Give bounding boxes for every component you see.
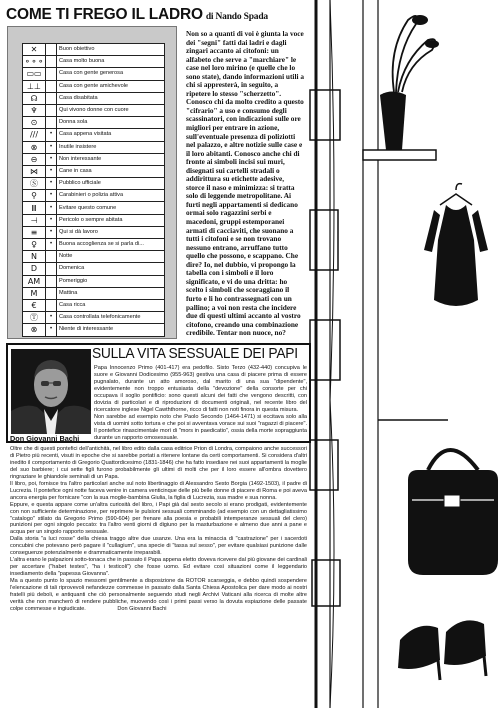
author-signature: Don Giovanni Bachi [117, 605, 167, 612]
symbol-label: Qui vivono donne con cuore [57, 104, 165, 116]
symbol-dot [46, 68, 57, 80]
symbol-glyph: ⚲ [23, 190, 46, 202]
symbol-glyph: /// [23, 129, 46, 141]
symbol-glyph: ☊ [23, 92, 46, 104]
symbol-row [23, 80, 165, 92]
symbol-glyph: Ⓣ [23, 312, 46, 324]
article-paragraph: Papa Innocenzo Primo (401-417) era pedofilo. Sisto Terzo (432-440) concupiva le suore e Giovanni Dodicesimo (955-963) gestiva una casa di piacere prima di essere pugnalato, durante un atto amoroso, dal marito di una sua "dipendente", evidentemente non troppo entusiasta della "devozione" della consorte per chi occupava il soglio pontificio: sono questi alcuni dei fatti che vengono descritti, con dovizia di particolari e di riproduzioni di documenti originali, nel recente libro del ricercatore inglese Nigel Cawththorne, ricco di fatti non noti finora in questa misura. [94, 365, 307, 413]
symbol-row [23, 312, 165, 324]
symbol-label: Domenica [57, 263, 165, 275]
symbol-row [23, 324, 165, 336]
symbol-label: Casa con gente amichevole [57, 80, 165, 92]
symbol-dot: • [46, 312, 57, 324]
symbol-glyph: D [23, 263, 46, 275]
symbol-dot [46, 104, 57, 116]
symbol-glyph: ⋈ [23, 165, 46, 177]
symbol-dot: • [46, 324, 57, 336]
symbol-label: Casa disabitata [57, 92, 165, 104]
symbol-dot [46, 44, 57, 56]
symbol-glyph: ♆ [23, 104, 46, 116]
symbols-panel [7, 26, 177, 339]
symbol-dot: • [46, 214, 57, 226]
symbol-glyph: ⚬⚬⚬ [23, 57, 45, 67]
symbol-dot: • [46, 165, 57, 177]
symbol-dot [46, 117, 57, 129]
symbol-label: Casa molto buona [57, 56, 165, 68]
photo-caption: Don Giovanni Bachi [10, 434, 80, 443]
article-paragraph [10, 578, 307, 613]
symbol-dot: • [46, 178, 57, 190]
article-paragraph: Oltre che di questi pontefici dell'antichità, nel libro edito dalla casa editrice Prion di Londra, compaiono anche successori di Pietro più recenti, visuti in epoche che si sarebbe portati a ritenere lontane da certi comportamenti. Si considera d'altri inedito il comportamento di Gregorio Quattordicesimo (1831-1846) che ha fatto insediare nei suoi appartamenti la moglie del suo barbiere; i cui sette figli furono probabilmente gli ultimi di molti che per il loro essere all'ombra dovettero ringraziare le ghiandole seminali di un Papa. [10, 446, 307, 480]
article-column-bottom [10, 446, 307, 613]
symbol-dot: • [46, 153, 57, 165]
symbol-row [23, 202, 165, 214]
symbol-glyph: Ⓢ [23, 178, 46, 190]
symbol-row [23, 263, 165, 275]
symbol-row [23, 275, 165, 287]
symbol-glyph: ♀ [23, 239, 46, 251]
symbol-row [23, 251, 165, 263]
symbol-glyph: ⊖ [23, 153, 46, 165]
article-paragraph-text: Ma a questo punto lo spazio messomi gentilmente a disposizione da ROTOR scarseggia, e debbo quindi sospendere l'elencazione di tali riprovevoli nefandezze commesse in passato dalla Santa Chiesa Apostolica per dare modo ai nostri fratelli più deboli, e antiquanti che ciò personalmente seguendo studi negli Archivi Vaticani alla ricerca di molte altre verità che non mancherò di rendere pubbliche, muovendo così i primi passi verso la dovuta espiazione delle passate colpe commesse e ingiudicate. [10, 578, 307, 612]
symbol-row [23, 56, 165, 68]
symbol-dot [46, 251, 57, 263]
symbol-label: Notte [57, 251, 165, 263]
symbol-row [23, 287, 165, 299]
symbol-dot [46, 299, 57, 311]
author-photo [11, 349, 91, 434]
symbol-label: Inutile insistere [57, 141, 165, 153]
symbol-label: Buon obiettivo [57, 44, 165, 56]
symbol-dot [46, 92, 57, 104]
symbol-glyph: ⊙ [23, 117, 46, 129]
symbol-row [23, 165, 165, 177]
decorative-illustration [308, 0, 500, 708]
symbol-dot [46, 287, 57, 299]
symbol-row [23, 44, 165, 56]
symbol-dot: • [46, 226, 57, 238]
symbol-label: Cane in casa [57, 165, 165, 177]
symbol-row [23, 117, 165, 129]
symbol-label: Pericolo o sempre abitata [57, 214, 165, 226]
symbol-glyph: ⊥⊥ [23, 80, 46, 92]
symbol-label: Carabinieri o polizia attiva [57, 190, 165, 202]
byline: di Nando Spada [205, 12, 268, 22]
title-text: COME TI FREGO IL LADRO [6, 6, 203, 23]
symbol-row [23, 141, 165, 153]
symbol-row [23, 299, 165, 311]
symbol-glyph: ▭▭ [23, 68, 46, 80]
symbol-dot: • [46, 141, 57, 153]
symbol-glyph: ⊗ [23, 324, 46, 336]
symbol-glyph: N [23, 251, 46, 263]
symbol-row [23, 178, 165, 190]
symbol-glyph: € [23, 299, 46, 311]
article-paragraph: Non sarebbe ad esempio noto che Paolo Secondo (1464-1471) si eccitava solo alla vista di uomini sotto tortura e che poi si avventava vorace sui suoi "ragazzi di piacere". Il pontefice rinascimentale morì di "mors in paedicatio", ossia della morte sopraggiunta durante un rapporto omosessuale. [94, 413, 307, 441]
symbol-row [23, 226, 165, 238]
symbol-label: Qui si dà lavoro [57, 226, 165, 238]
symbol-label: Evitare questo comune [57, 202, 165, 214]
symbol-label: Buona accoglienza se si parla di... [57, 239, 165, 251]
symbol-row [23, 104, 165, 116]
symbol-label: Casa controllata telefonicamente [57, 312, 165, 324]
article-title: SULLA VITA SESSUALE DEI PAPI [92, 345, 298, 362]
symbol-row [23, 239, 165, 251]
symbol-dot [46, 275, 57, 287]
symbol-row [23, 92, 165, 104]
intro-column: Non so a quanti di voi è giunta la voce dei "segni" fatti dai ladri e dagli zingari accanto ai citofoni: un alfabeto che serve a "marchiare" le case nel loro mirino (e quelle che lo sono state), dando informazioni utili a chi si appresterà, in seguito, a ripetere lo stesso "scherzetto". Conosco chi da molto credito a questo "cifrario" a uso e consumo degli scassinatori, con indicazioni sulle ore migliori per entrare in azione, sull'eventuale presenza di poliziotti nel palazzo, e altre notizie sulle case e il loro abitanti. Conosco anche chi di fronte ai simboli incisi sui muri, disegnati sui cartelli stradali o addirittura su etichette adesive, storce il naso e minimizza: si tratta solo di leggende metropolitane. Ai furti negli appartamenti si dedicano ormai solo ragazzini serbi e macedoni, gruppi estemporanei armati di cacciaviti, che suonano a tutti i citofoni e se non trovano nessuno entrano, arruffano tutto quello che possono, e scappano. Che dire? Io, nel dubbio, vi propongo la tabella con i simboli e il loro significato, e vi do una dritta: ho scelto i simboli che scoraggiano il furto e li ho contrassegnati con un pallino; a voi non resta che incidere due di questi ultimi accanto al vostro citofono, creando una combinazione credibile. Tentar non nuoce, no? [186, 29, 304, 338]
symbol-label: Niente di interessante [57, 324, 165, 336]
symbol-label: Pubblico ufficiale [57, 178, 165, 190]
symbol-glyph: M [23, 287, 46, 299]
symbol-dot: • [46, 190, 57, 202]
article-paragraph: Eppure, e questa appare come un'altra curiosità del libro, i Papi già dal sesto secolo si erano prodigati, evidentemente con non sufficiente determinazione, per reprimere le pulsioni sessuali comminando (ad esempio con un dettagliatissimo "catalogo" stilato da Gregorio Primo (590-604) per frenare alla poesia e probabili intemperanze sessuali del clero) punizioni per ogni singolo peccato: tra l'altro venti giorni di digiuno per la masturbazione e almeno due anni a pane e acqua per un singolo rapporto sessuale. [10, 501, 307, 536]
symbol-glyph: AM [23, 275, 46, 287]
symbol-label: Donna sola [57, 117, 165, 129]
symbol-dot [46, 80, 57, 92]
symbol-glyph: ⊗ [23, 141, 46, 153]
symbol-label: Mattina [57, 287, 165, 299]
article-paragraph: L'altra erano le palpazioni sotto-tonaca che in passato il Papa appena eletto doveva ricevere dal più giovane dei cardinali per accertare ("habet testes", "ha i testicoli") che fosse uomo. Ed evitare così situazioni come il leggendario insediamento della "papessa Giovanna". [10, 557, 307, 578]
symbol-glyph: Ⅲ [23, 202, 46, 214]
article-paragraph: Dalla storia "a luci rosse" della chiesa traggo altre due usanze. Una era la minaccia di "castrazione" per i sacerdoti concubini che potevano però pagare il "cullagium", una specie di "tassa sul sesso", per evitare qualsiasi punizione dalle conseguenze potenzialmente e drammaticamente irreparabili. [10, 536, 307, 557]
symbols-table [22, 43, 165, 337]
symbol-label: Casa appena visitata [57, 129, 165, 141]
symbol-dot: • [46, 202, 57, 214]
symbol-dot: • [46, 239, 57, 251]
symbol-label: Casa con gente generosa [57, 68, 165, 80]
page-title [6, 6, 268, 24]
article-paragraph: Il libro, poi, fornisce tra l'altro particolari anche sul noto libertinaggio di Alessandro Sesto Borgia (1492-1503), il padre di Lucrezia. Il pontefice ogni notte faceva venire in camera venticinque delle più belle donne di piacere di Roma e poi aveva ancora energia per fornicare "con la sua moglie-bambina Giulia, la figlia di Lucrezia, sua madre e sua nonna. [10, 480, 307, 501]
symbol-label: Pomeriggio [57, 275, 165, 287]
symbol-row [23, 129, 165, 141]
symbol-row [23, 153, 165, 165]
symbol-row [23, 214, 165, 226]
symbol-label: Casa ricca [57, 299, 165, 311]
symbol-dot [46, 56, 57, 68]
symbol-glyph: ≡ [23, 226, 46, 238]
symbol-label: Non interessante [57, 153, 165, 165]
symbol-dot [46, 263, 57, 275]
symbol-row [23, 190, 165, 202]
symbol-row [23, 68, 165, 80]
symbol-glyph: ⊣ [23, 214, 46, 226]
symbol-dot: • [46, 129, 57, 141]
article-column-top [94, 365, 307, 441]
symbol-glyph: ✕ [23, 44, 46, 56]
